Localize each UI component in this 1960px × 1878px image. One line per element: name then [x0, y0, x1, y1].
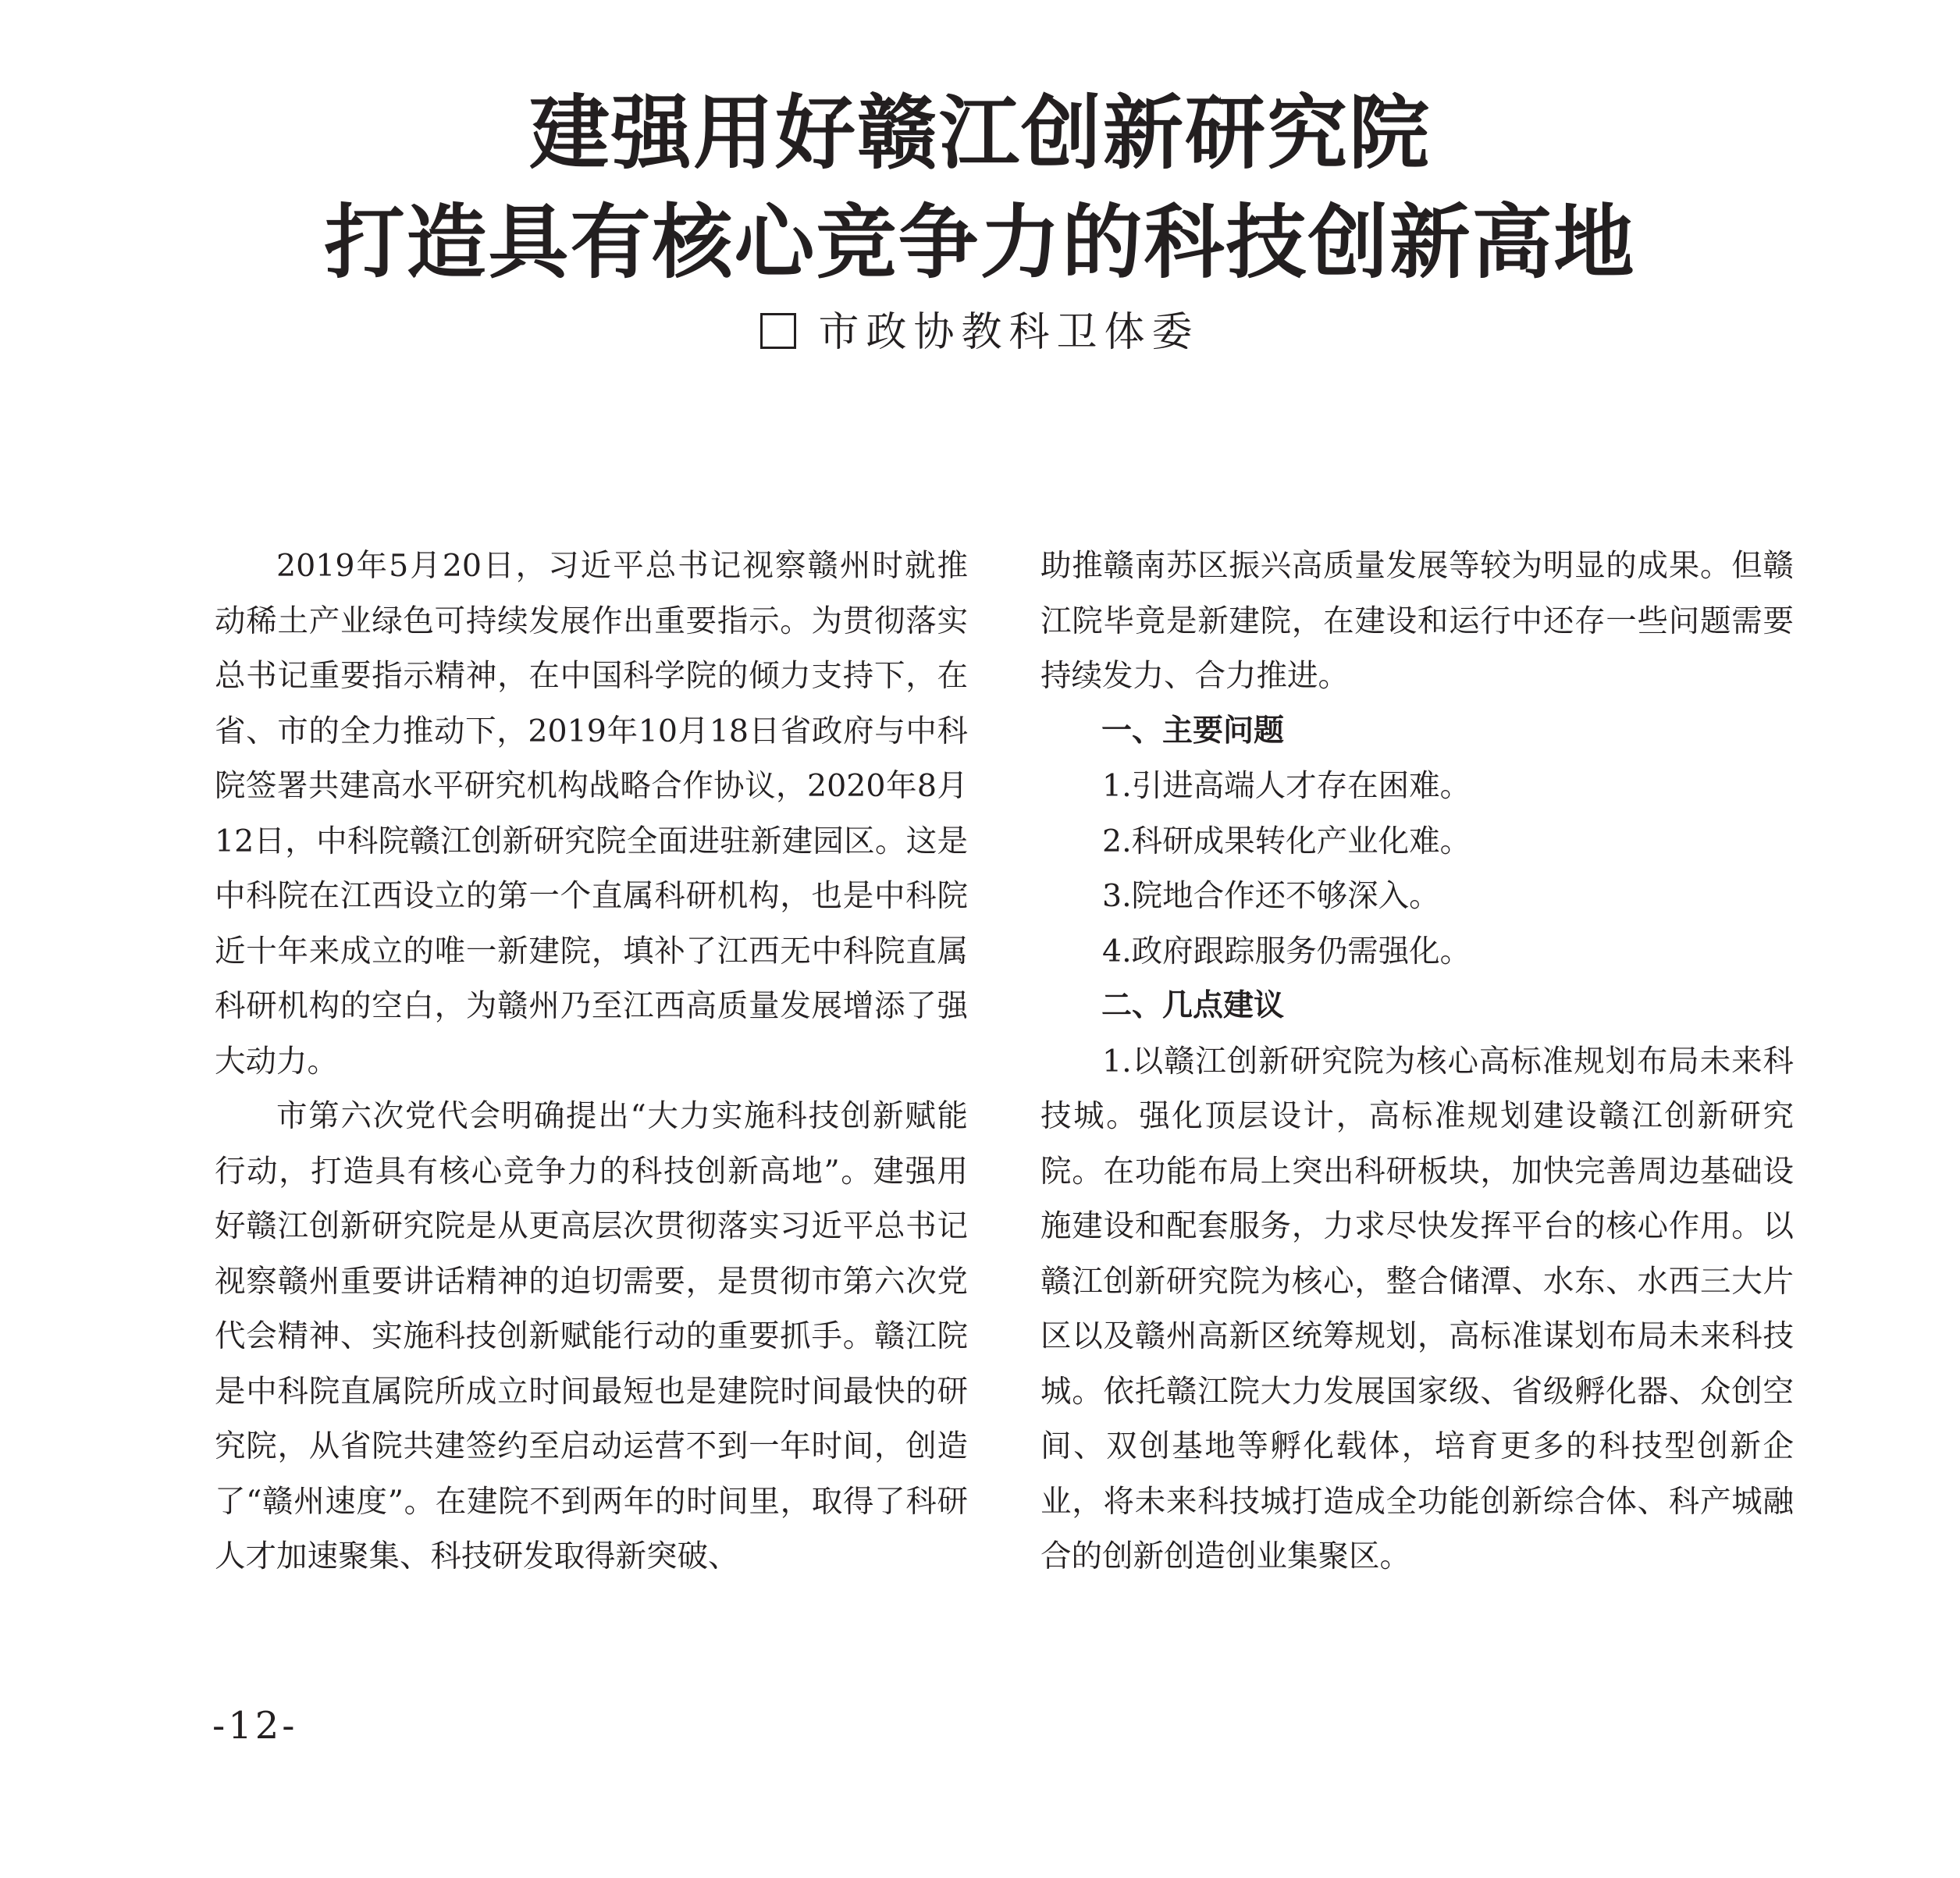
title-line-1: 建强用好赣江创新研究院	[529, 87, 1431, 180]
list-item: 2.科研成果转化产业化难。	[1102, 823, 1471, 859]
list-item: 3.院地合作还不够深入。	[1102, 878, 1440, 914]
square-icon	[760, 313, 796, 349]
title-line-2: 打造具有核心竞争力的科技创新高地	[324, 196, 1636, 290]
paragraph-continuation: 助推赣南苏区振兴高质量发展等较为明显的成果。但赣江院毕竟是新建院，在建设和运行中还存一些问题需要持续发力、合力推进。	[1040, 548, 1794, 694]
paragraph: 市第六次党代会明确提出“大力实施科技创新赋能行动，打造具有核心竞争力的科技创新高地”。建强用好赣江创新研究院是从更高层次贯彻落实习近平总书记视察赣州重要讲话精神的迫切需要，是贯彻市第六次党代会精神、实施科技创新赋能行动的重要抓手。赣江院是中科院直属院所成立时间最短也是建院时间最快的研究院，从省院共建签约至启动运营不到一年时间，创造了“赣州速度”。在建院不到两年的时间里，取得了科研人才加速聚集、科技研发取得新突破、	[215, 1098, 968, 1574]
author: 市政协教科卫体委	[818, 309, 1200, 356]
right-column	[1040, 539, 1794, 1585]
section-heading-suggestions: 二、几点建议	[1101, 988, 1285, 1023]
section-heading-problems: 一、主要问题	[1101, 713, 1285, 749]
paragraph: 2019年5月20日，习近平总书记视察赣州时就推动稀土产业绿色可持续发展作出重要指示。为贯彻落实总书记重要指示精神，在中国科学院的倾力支持下，在省、市的全力推动下，2019年10月18日省政府与中科院签署共建高水平研究机构战略合作协议，2020年8月12日，中科院赣江创新研究院全面进驻新建园区。这是中科院在江西设立的第一个直属科研机构，也是中科院近十年来成立的唯一新建院，填补了江西无中科院直属科研机构的空白，为赣州乃至江西高质量发展增添了强大动力。	[215, 548, 968, 1079]
paragraph: 1.以赣江创新研究院为核心高标准规划布局未来科技城。强化顶层设计，高标准规划建设赣江创新研究院。在功能布局上突出科研板块，加快完善周边基础设施建设和配套服务，力求尽快发挥平台的核心作用。以赣江创新研究院为核心，整合储潭、水东、水西三大片区以及赣州高新区统筹规划，高标准谋划布局未来科技城。依托赣江院大力发展国家级、省级孵化器、众创空间、双创基地等孵化载体，培育更多的科技型创新企业，将未来科技城打造成全功能创新综合体、科产城融合的创新创造创业集聚区。	[1040, 1043, 1794, 1574]
left-column	[215, 539, 968, 1585]
page-number: -12-	[212, 1704, 298, 1748]
byline	[0, 299, 1960, 357]
list-item: 4.政府跟踪服务仍需强化。	[1102, 933, 1471, 969]
list-item: 1.引进高端人才存在困难。	[1102, 768, 1471, 804]
